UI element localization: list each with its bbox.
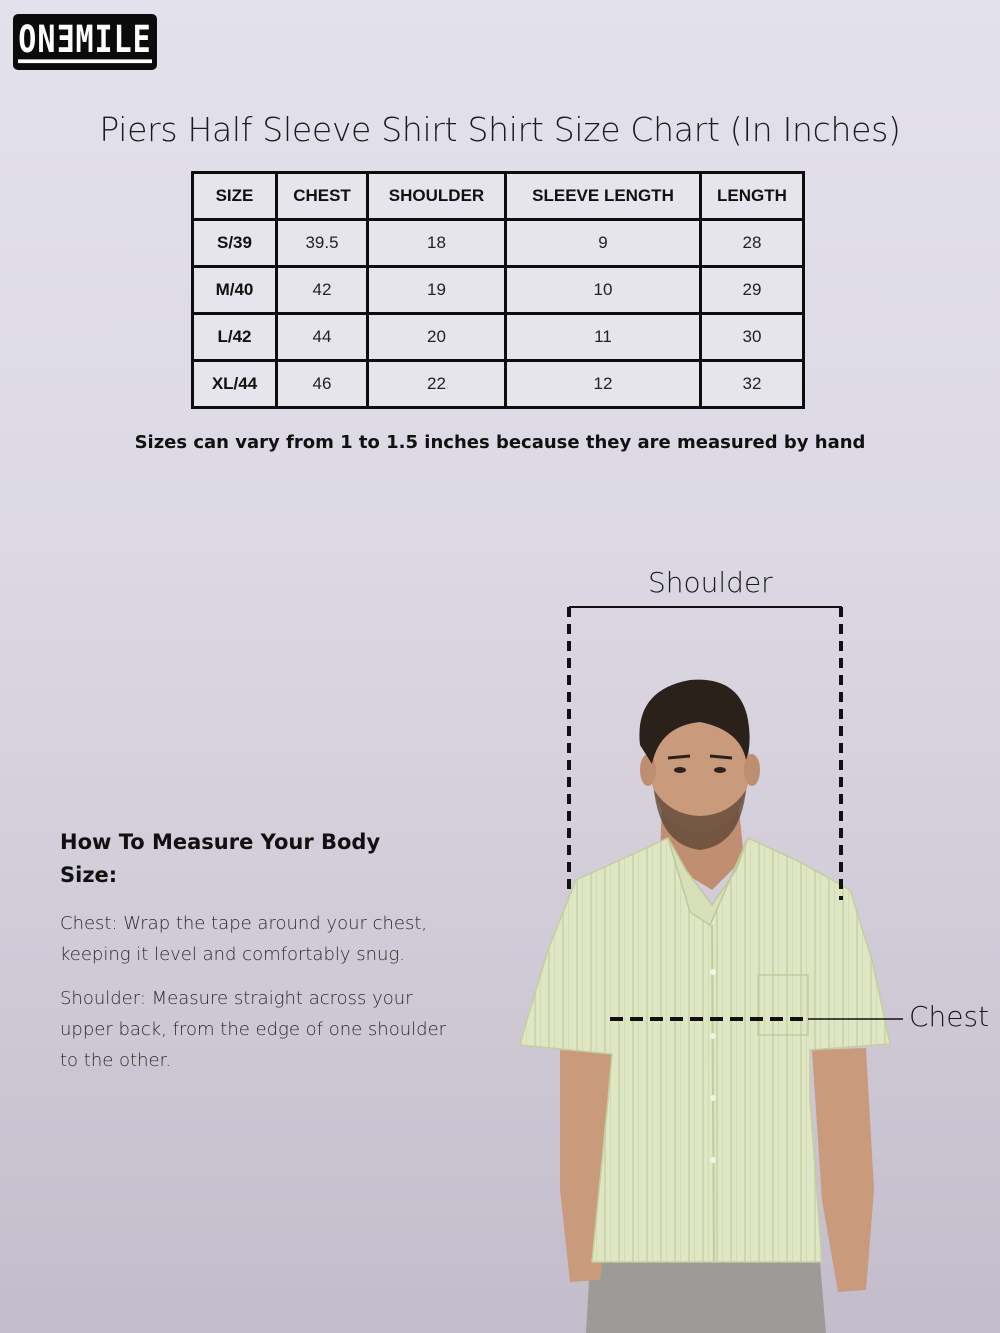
cell-chest: 39.5 — [277, 220, 368, 267]
cell-size: XL/44 — [193, 361, 277, 408]
header-length: LENGTH — [701, 173, 804, 220]
how-to-heading: How To Measure Your Body Size: — [60, 830, 381, 887]
shirt-button — [710, 1157, 716, 1163]
cell-length: 32 — [701, 361, 804, 408]
shirt-button — [710, 1095, 716, 1101]
cell-sleeve-length: 11 — [506, 314, 701, 361]
cell-size: M/40 — [193, 267, 277, 314]
cell-sleeve-length: 12 — [506, 361, 701, 408]
cell-chest: 42 — [277, 267, 368, 314]
cell-length: 30 — [701, 314, 804, 361]
cell-shoulder: 19 — [368, 267, 506, 314]
measurement-note: Sizes can vary from 1 to 1.5 inches because they are measured by hand — [134, 432, 866, 453]
cell-length: 29 — [701, 267, 804, 314]
chest-instruction: Chest: Wrap the tape around your chest, keeping it level and comfortably snug. — [60, 913, 428, 965]
header-size: SIZE — [193, 173, 277, 220]
header-shoulder: SHOULDER — [368, 173, 506, 220]
page-title: Piers Half Sleeve Shirt Shirt Size Chart (In Inches) — [99, 110, 901, 149]
shoulder-instruction: Shoulder: Measure straight across your upper back, from the edge of one shoulder to the other. — [60, 988, 447, 1071]
cell-sleeve-length: 10 — [506, 267, 701, 314]
cell-length: 28 — [701, 220, 804, 267]
shirt-button — [710, 1033, 716, 1039]
left-eye — [674, 767, 686, 773]
shoulder-label: Shoulder — [648, 566, 773, 599]
pants — [586, 1262, 826, 1333]
cell-size: L/42 — [193, 314, 277, 361]
cell-sleeve-length: 9 — [506, 220, 701, 267]
header-chest: CHEST — [277, 173, 368, 220]
left-eyebrow — [668, 756, 690, 758]
header-sleeve-length: SLEEVE LENGTH — [506, 173, 701, 220]
cell-shoulder: 22 — [368, 361, 506, 408]
left-ear — [640, 754, 656, 786]
shirt-button — [710, 969, 716, 975]
cell-size: S/39 — [193, 220, 277, 267]
cell-shoulder: 18 — [368, 220, 506, 267]
cell-shoulder: 20 — [368, 314, 506, 361]
chest-label: Chest — [909, 1000, 990, 1033]
logo-text: ONƎMILE — [18, 17, 152, 62]
right-eyebrow — [710, 756, 732, 758]
cell-chest: 46 — [277, 361, 368, 408]
cell-chest: 44 — [277, 314, 368, 361]
right-eye — [714, 767, 726, 773]
